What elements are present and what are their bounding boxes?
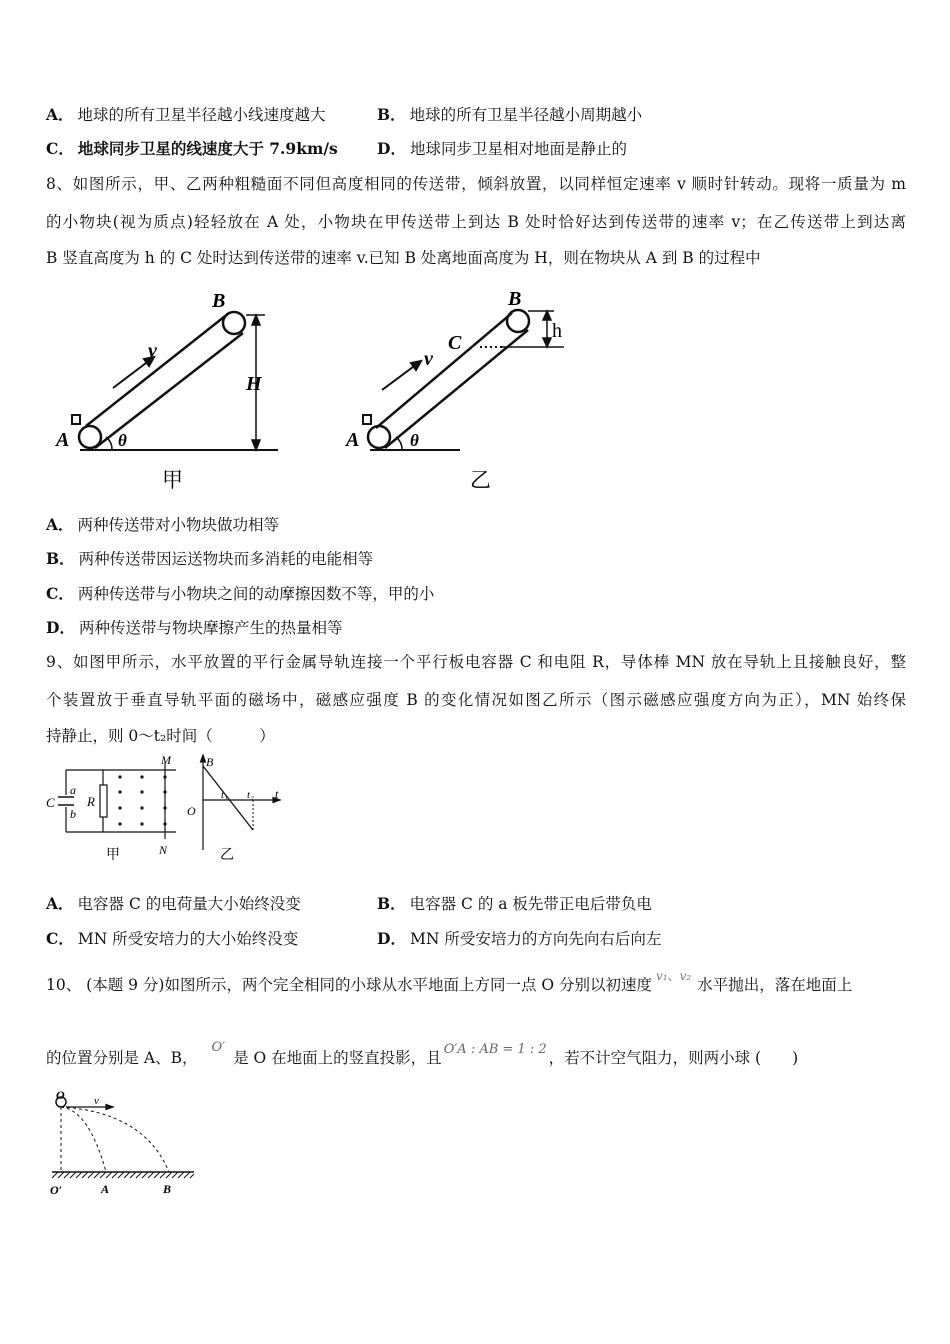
q7-option-b	[377, 103, 642, 125]
label-theta: θ	[410, 431, 419, 450]
option-label: D．	[377, 929, 406, 948]
trajectory-b	[61, 1107, 169, 1172]
label-b: B	[206, 755, 214, 769]
figure-caption: 乙	[470, 468, 491, 492]
projectile-figure	[44, 1090, 204, 1205]
block	[72, 415, 80, 424]
q8-option-b	[46, 547, 373, 569]
q9-option-c	[46, 927, 298, 949]
block	[363, 415, 371, 424]
label-r: R	[87, 794, 95, 809]
q8-stem-line-2: 的小物块(视为质点)轻轻放在 A 处，小物块在甲传送带上到达 B 处时恰好达到传送带的速率 v；在乙传送带上到达离	[46, 213, 906, 231]
q10-text: ，若不计空气阻力，则两小球 ( )	[548, 1049, 799, 1067]
conveyor-figure-yi	[342, 285, 582, 495]
q9-option-b	[377, 892, 652, 914]
option-label: A．	[46, 515, 74, 534]
label-c: C	[46, 795, 55, 810]
option-text: 两种传送带对小物块做功相等	[77, 516, 280, 534]
option-text: 两种传送带因运送物块而多消耗的电能相等	[78, 550, 374, 568]
label-h: H	[246, 373, 262, 395]
option-text: 两种传送带与物块摩擦产生的热量相等	[78, 619, 343, 637]
option-text: 地球同步卫星相对地面是静止的	[409, 140, 627, 158]
h-arrow	[543, 311, 551, 347]
label-a: A	[101, 1182, 110, 1196]
label-m: M	[161, 753, 171, 767]
q10-text: 10、 (本题 9 分)如图所示，两个完全相同的小球从水平地面上方同一点 O 分别以初速度	[46, 976, 653, 994]
label-theta: θ	[118, 431, 127, 450]
option-text: 地球的所有卫星半径越小周期越小	[409, 106, 643, 124]
option-text: MN 所受安培力的大小始终没变	[77, 930, 299, 948]
conveyor-belt	[79, 312, 245, 448]
q7-option-c	[46, 137, 338, 159]
label-a: a	[70, 783, 76, 797]
option-label: B．	[377, 894, 406, 913]
option-label: C．	[46, 584, 74, 603]
trajectory-a	[61, 1107, 106, 1172]
option-label: C．	[46, 929, 74, 948]
label-n: N	[159, 843, 168, 857]
label-c: C	[448, 332, 462, 354]
label-o: O	[187, 804, 196, 818]
q10-text: 水平抛出，落在地面上	[697, 976, 853, 994]
capacitor	[58, 797, 74, 805]
v-separator: 、	[667, 969, 680, 983]
q10-text: 的位置分别是 A、B，	[46, 1049, 198, 1067]
label-b: B	[163, 1182, 172, 1196]
b-t-graph	[185, 752, 285, 864]
q8-stem-line-1: 8、如图所示，甲、乙两种粗糙面不同但高度相同的传送带，倾斜放置，以同样恒定速率 v 顺时针转动。现将一质量为 m	[46, 175, 906, 193]
q10-text: 是 O 在地面上的竖直投影，且	[233, 1049, 442, 1067]
q8-option-c	[46, 582, 434, 604]
option-text: 两种传送带与小物块之间的动摩擦因数不等，甲的小	[77, 585, 435, 603]
option-text: 地球同步卫星的线速度大于 7.9km/s	[77, 139, 338, 158]
figure-caption: 乙	[220, 848, 234, 863]
q9-stem-line-1: 9、如图甲所示，水平放置的平行金属导轨连接一个平行板电容器 C 和电阻 R，导体棒 MN 放在导轨上且接触良好，整	[46, 653, 906, 671]
magnetic-field-dots	[118, 775, 166, 825]
b-line	[203, 766, 253, 830]
label-v: v	[424, 348, 433, 370]
axes	[201, 755, 281, 850]
figure-caption: 甲	[162, 468, 183, 492]
label-oprime: O′	[50, 1183, 63, 1197]
label-t: t	[275, 787, 279, 801]
q10-stem-line-2	[46, 1040, 799, 1068]
option-label: C．	[46, 139, 74, 158]
label-b: B	[508, 288, 522, 310]
option-label: A．	[46, 894, 74, 913]
label-h: h	[552, 320, 562, 342]
q9-option-d	[377, 927, 661, 949]
label-a: A	[56, 429, 70, 451]
rails	[66, 763, 176, 839]
option-text: 地球的所有卫星半径越小线速度越大	[77, 106, 326, 124]
figure-caption: 甲	[106, 848, 120, 863]
conveyor-figure-jia	[50, 285, 290, 495]
q7-option-a	[46, 103, 326, 125]
label-b: b	[70, 807, 76, 821]
option-text: 电容器 C 的 a 板先带正电后带负电	[409, 895, 652, 913]
q9-stem-line-3: 持静止，则 0～t₂时间（ ）	[46, 727, 275, 745]
label-b: B	[212, 290, 226, 312]
label-v: v	[94, 1095, 99, 1107]
option-label: A．	[46, 105, 74, 124]
label-a: A	[346, 429, 360, 451]
q8-option-a	[46, 513, 279, 535]
velocity-arrow	[382, 361, 421, 390]
option-label: D．	[46, 618, 75, 637]
velocity-arrow	[66, 1105, 113, 1110]
ratio-formula: O′A : AB = 1 : 2	[443, 1042, 547, 1057]
option-label: B．	[46, 549, 75, 568]
q8-stem-line-3: B 竖直高度为 h 的 C 处时达到传送带的速率 v.已知 B 处离地面高度为 H，则在物块从 A 到 B 的过程中	[46, 249, 761, 267]
resistor	[100, 785, 107, 817]
oprime-symbol: O′	[211, 1040, 226, 1055]
q7-option-d	[377, 137, 627, 159]
q8-option-d	[46, 616, 342, 638]
label-t1: t₁	[221, 789, 228, 801]
option-label: B．	[377, 105, 406, 124]
option-label: D．	[377, 139, 406, 158]
label-v: v	[148, 340, 157, 362]
conveyor-belt	[368, 310, 529, 448]
ground-hatch	[52, 1172, 194, 1178]
q9-stem-line-2: 个装置放于垂直导轨平面的磁场中，磁感应强度 B 的变化情况如图乙所示（图示磁感应强度方向为正），MN 始终保	[46, 691, 906, 709]
v2-symbol: v₂	[679, 969, 692, 983]
q9-option-a	[46, 892, 301, 914]
v1-symbol: v₁	[656, 969, 668, 983]
option-text: 电容器 C 的电荷量大小始终没变	[77, 895, 301, 913]
label-t2: t₂	[247, 789, 254, 801]
option-text: MN 所受安培力的方向先向右后向左	[409, 930, 662, 948]
circuit-figure-jia	[44, 755, 184, 865]
q10-stem-line-1	[46, 969, 853, 995]
label-o: O	[56, 1088, 65, 1102]
